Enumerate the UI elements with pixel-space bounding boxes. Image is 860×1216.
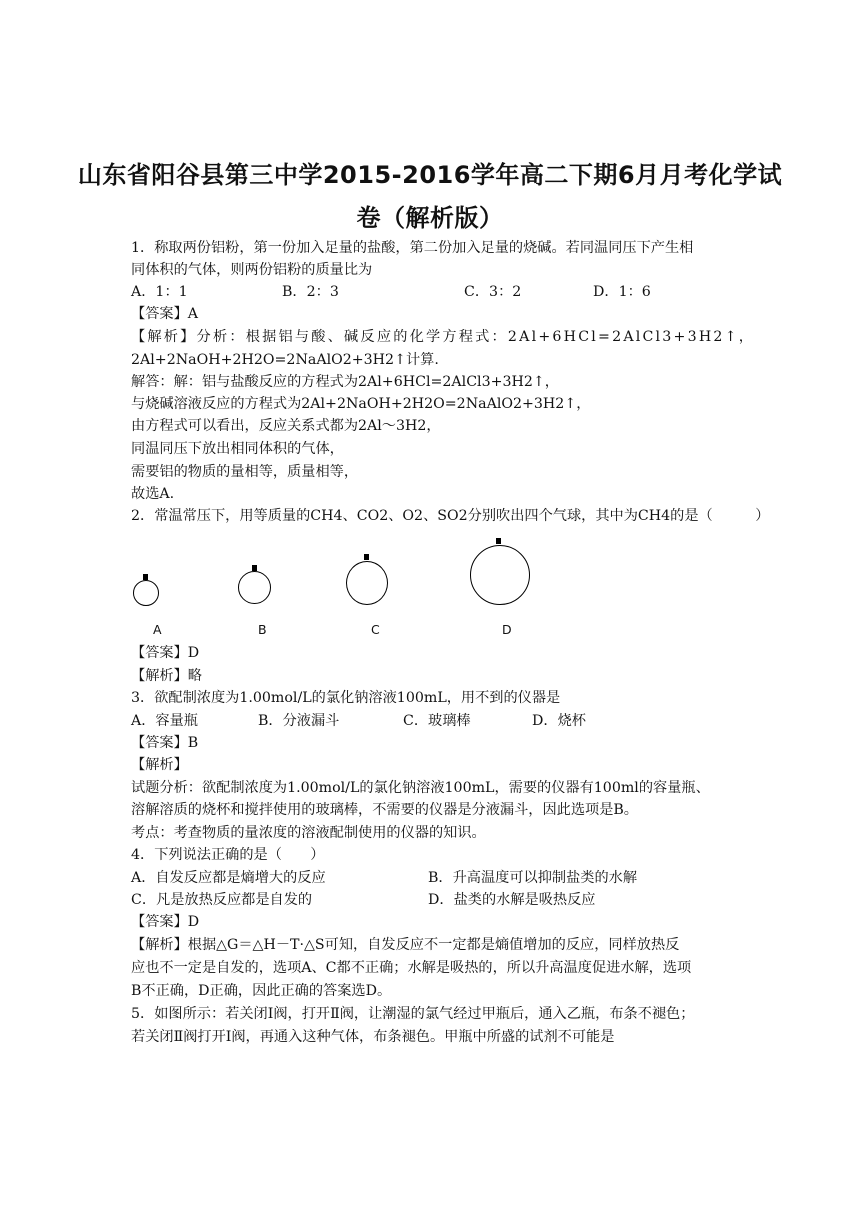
q4-analysis-line3: B不正确，D正确，因此正确的答案选D。 [131,983,392,999]
balloon-a [133,580,159,606]
q1-stem-line2: 同体积的气体，则两份铝粉的质量比为 [131,262,373,278]
q3-analysis-line3: 考点：考查物质的量浓度的溶液配制使用的仪器的知识。 [131,825,486,841]
q4-option-a: A．自发反应都是熵增大的反应 [131,870,326,886]
q3-option-c: C．玻璃棒 [403,713,471,729]
q1-answer: 【答案】A [131,306,198,322]
q3-stem: 3．欲配制浓度为1.00mol/L的氯化钠溶液100mL，用不到的仪器是 [131,690,561,706]
q1-option-a: A．1：1 [131,284,188,300]
q4-stem: 4．下列说法正确的是（ ） [131,847,325,863]
page-title-line2: 卷（解析版） [356,204,504,232]
q2-analysis: 【解析】略 [131,668,202,684]
q2-answer: 【答案】D [131,645,200,661]
balloon-d-knot [496,538,501,544]
q4-analysis-line1: 【解析】根据△G＝△H－T·△S可知，自发反应不一定都是熵值增加的反应，同样放热反 [131,937,680,953]
q5-stem-line2: 若关闭Ⅱ阀打开Ⅰ阀，再通入这种气体，布条褪色。甲瓶中所盛的试剂不可能是 [131,1029,615,1045]
q3-answer: 【答案】B [131,735,199,751]
q1-stem-line1: 1．称取两份铝粉，第一份加入足量的盐酸，第二份加入足量的烧碱。若同温同压下产生相 [131,240,694,256]
q3-option-b: B．分液漏斗 [258,713,340,729]
q4-option-b: B．升高温度可以抑制盐类的水解 [428,870,638,886]
q1-analysis-line1: 【解析】分析：根据铝与酸、碱反应的化学方程式：2Al+6HCl=2AlCl3+3H2↑， [131,329,756,345]
q5-stem-line1: 5．如图所示：若关闭Ⅰ阀，打开Ⅱ阀，让潮湿的氯气经过甲瓶后，通入乙瓶，布条不褪色； [131,1006,695,1022]
q1-solution-line2: 与烧碱溶液反应的方程式为2Al+2NaOH+2H2O=2NaAlO2+3H2↑， [131,396,591,412]
q4-option-d: D．盐类的水解是吸热反应 [428,892,596,908]
page-title-line1: 山东省阳谷县第三中学2015-2016学年高二下期6月月考化学试 [77,161,783,189]
q1-solution-line1: 解答：解：铝与盐酸反应的方程式为2Al+6HCl=2AlCl3+3H2↑， [131,374,559,390]
q1-solution-line3: 由方程式可以看出，反应关系式都为2Al～3H2， [131,418,441,434]
q1-option-b: B．2：3 [282,284,339,300]
q1-analysis-line2: 2Al+2NaOH+2H2O=2NaAlO2+3H2↑计算. [131,352,439,368]
balloon-c-knot [364,554,369,560]
q3-analysis-line2: 溶解溶质的烧杯和搅拌使用的玻璃棒，不需要的仪器是分液漏斗，因此选项是B。 [131,802,638,818]
q4-analysis-line2: 应也不一定是自发的，选项A、C都不正确；水解是吸热的，所以升高温度促进水解，选项 [131,960,692,976]
q3-analysis-line1: 试题分析：欲配制浓度为1.00mol/L的氯化钠溶液100mL，需要的仪器有100ml的容量瓶、 [131,780,710,796]
q3-analysis-head: 【解析】 [131,757,188,773]
balloon-c [346,561,388,605]
q3-option-a: A．容量瓶 [131,713,198,729]
balloon-label-b: B [258,622,267,637]
q2-stem: 2．常温常压下，用等质量的CH4、CO2、O2、SO2分别吹出四个气球，其中为CH4的是（ ） [131,508,770,524]
balloon-label-d: D [502,622,512,637]
q1-solution-line5: 需要铝的物质的量相等，质量相等， [131,464,359,480]
q1-solution-line4: 同温同压下放出相同体积的气体， [131,441,344,457]
q4-option-c: C．凡是放热反应都是自发的 [131,892,313,908]
balloon-b [238,571,271,604]
balloon-label-c: C [371,622,380,637]
q1-option-d: D．1：6 [593,284,651,300]
q3-option-d: D．烧杯 [532,713,586,729]
balloon-label-a: A [153,622,162,637]
q1-option-c: C．3：2 [464,284,522,300]
q1-solution-line6: 故选A. [131,486,175,502]
q4-answer: 【答案】D [131,914,200,930]
balloon-d [470,545,530,605]
